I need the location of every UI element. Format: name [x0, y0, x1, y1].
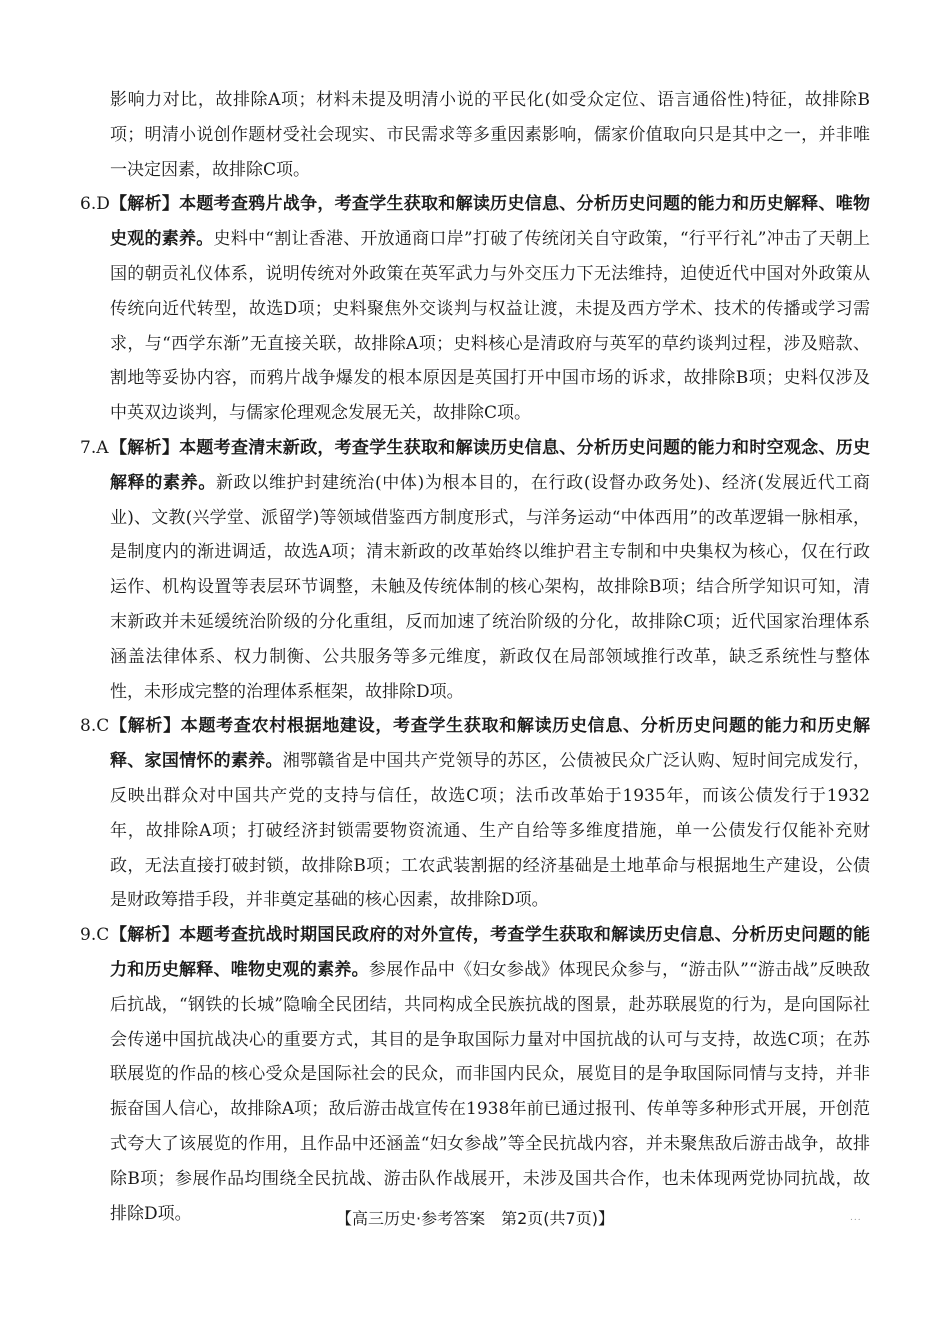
- page-footer: 【高三历史·参考答案 第2页(共7页)】: [336, 1209, 614, 1228]
- item-label: 【解析】: [110, 925, 180, 946]
- corner-mark: ...: [850, 1213, 862, 1223]
- answer-content: [80, 83, 870, 1231]
- item-bold-text: 本题考查农村根据地建设，考查学生获取和解读历史信息、分析历史问题的能力和历史解释、家国情怀的素养。: [110, 716, 871, 772]
- answer-item-6: [80, 187, 870, 431]
- continuation-paragraph: [80, 83, 870, 187]
- item-bold-text: 本题考查清末新政，考查学生获取和解读历史信息、分析历史问题的能力和时空观念、历史解释的素养。: [110, 437, 871, 493]
- item-bold-text: 本题考查抗战时期国民政府的对外宣传，考查学生获取和解读历史信息、分析历史问题的能力和历史解释、唯物史观的素养。: [110, 925, 871, 980]
- answer-item-9: [80, 918, 870, 1231]
- item-label: 【解析】: [110, 716, 181, 737]
- item-label: 【解析】: [110, 194, 180, 215]
- item-text: 新政以维护封建统治(中体)为根本目的，在行政(设督办政务处)、经济(发展近代工商业)、文教(兴学堂、派留学)等领域借鉴西方制度形式，与洋务运动“中体西用”的改革逻辑一脉相承，是制度内的渐进调适，故选A项；清末新政的改革始终以维护君主专制和中央集权为核心，仅在行政运作、机构设置等表层环节调整，未触及传统体制的核心架构，故排除B项；结合所学知识可知，清末新政并未延缓统治阶级的分化重组，反而加速了统治阶级的分化，故排除C项；近代国家治理体系涵盖法律体系、权力制衡、公共服务等多元维度，新政仅在局部领域推行改革，缺乏系统性与整体性，未形成完整的治理体系框架，故排除D项。: [110, 472, 870, 702]
- item-answer: D: [96, 194, 110, 215]
- item-number: 8.C: [80, 709, 118, 744]
- item-number: 7.A: [80, 431, 118, 466]
- item-answer: C: [96, 925, 110, 946]
- item-number: 6.D: [80, 187, 118, 222]
- continuation-text: 影响力对比，故排除A项；材料未提及明清小说的平民化(如受众定位、语言通俗性)特征，故排除B项；明清小说创作题材受社会现实、市民需求等多重因素影响，儒家价值取向只是其中之一，并非唯一决定因素，故排除C项。: [110, 90, 870, 180]
- item-number: 9.C: [80, 918, 118, 953]
- item-text: 参展作品中《妇女参战》体现民众参与，“游击队”“游击战”反映敌后抗战，“钢铁的长城”隐喻全民团结，共同构成全民族抗战的图景，赴苏联展览的行为，是向国际社会传递中国抗战决心的重要方式，其目的是争取国际力量对中国抗战的认可与支持，故选C项；在苏联展览的作品的核心受众是国际社会的民众，而非国内民众，展览目的是争取国际同情与支持，并非振奋国人信心，故排除A项；敌后游击战宣传在1938年前已通过报刊、传单等多种形式开展，开创范式夸大了该展览的作用，且作品中还涵盖“妇女参战”等全民抗战内容，并未聚焦敌后游击战争，故排除B项；参展作品均围绕全民抗战、游击队作战展开，未涉及国共合作，也未体现两党协同抗战，故排除D项。: [110, 959, 871, 1224]
- answer-item-7: [80, 431, 870, 709]
- item-text: 史料中“割让香港、开放通商口岸”打破了传统闭关自守政策，“行平行礼”冲击了天朝上国的朝贡礼仪体系，说明传统对外政策在英军武力与外交压力下无法维持，迫使近代中国对外政策从传统向近代转型，故选D项；史料聚焦外交谈判与权益让渡，未提及西方学术、技术的传播或学习需求，与“西学东渐”无直接关联，故排除A项；史料核心是清政府与英军的草约谈判过程，涉及赔款、割地等妥协内容，而鸦片战争爆发的根本原因是英国打开中国市场的诉求，故排除B项；史料仅涉及中英双边谈判，与儒家伦理观念发展无关，故排除C项。: [110, 229, 870, 424]
- item-bold-text: 本题考查鸦片战争，考查学生获取和解读历史信息、分析历史问题的能力和历史解释、唯物史观的素养。: [110, 194, 871, 250]
- answer-item-8: [80, 709, 870, 918]
- item-text: 湘鄂赣省是中国共产党领导的苏区，公债被民众广泛认购、短时间完成发行，反映出群众对中国共产党的支持与信任，故选C项；法币改革始于1935年，而该公债发行于1932年，故排除A项；打破经济封锁需要物资流通、生产自给等多维度措施，单一公债发行仅能补充财政，无法直接打破封锁，故排除B项；工农武装割据的经济基础是土地革命与根据地生产建设，公债是财政筹措手段，并非奠定基础的核心因素，故排除D项。: [110, 751, 871, 911]
- item-answer: A: [96, 437, 109, 458]
- item-label: 【解析】: [110, 437, 180, 458]
- item-answer: C: [96, 716, 110, 737]
